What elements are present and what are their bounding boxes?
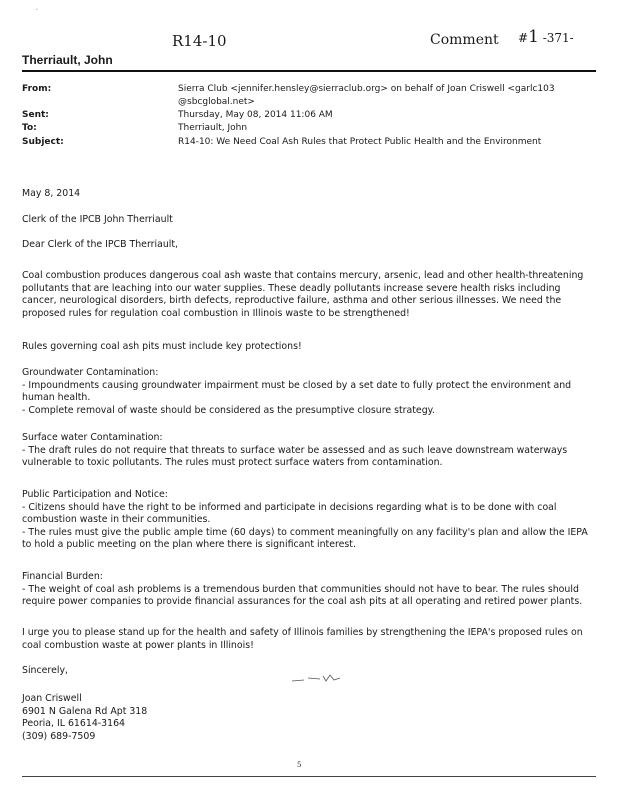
from-label: From: bbox=[22, 84, 52, 94]
section-heading: Financial Burden: bbox=[22, 571, 103, 582]
paragraph-line: Coal combustion produces dangerous coal ash waste that contains mercury, arsenic, lead and other health-threatening bbox=[22, 270, 584, 281]
signer-phone: (309) 689-7509 bbox=[22, 730, 96, 742]
signer-street: 6901 N Galena Rd Apt 318 bbox=[22, 705, 148, 717]
paragraph-line: coal combustion waste at power plants in Illinois! bbox=[22, 639, 254, 651]
paragraph-line: - The weight of coal ash problems is a tremendous burden that communities should not have to bear. The rules should bbox=[22, 583, 579, 595]
from-value-line2: @sbcglobal.net> bbox=[178, 97, 255, 107]
from-value-line1: Sierra Club <jennifer.hensley@sierraclub.org> on behalf of Joan Criswell <garlc103 bbox=[178, 84, 555, 94]
financial-burden-section bbox=[22, 571, 604, 609]
recipient-name: Therriault, John bbox=[22, 53, 113, 67]
paragraph-line: combustion waste in their communities. bbox=[22, 514, 211, 526]
section-heading: Surface water Contamination: bbox=[22, 432, 163, 443]
comment-label: Comment bbox=[430, 32, 499, 48]
paragraph-line: - Complete removal of waste should be considered as the presumptive closure strategy. bbox=[22, 404, 435, 416]
comment-number bbox=[518, 27, 574, 47]
signature-block bbox=[22, 693, 604, 743]
sent-value: Thursday, May 08, 2014 11:06 AM bbox=[178, 110, 333, 120]
rules-intro: Rules governing coal ash pits must include key protections! bbox=[22, 341, 302, 352]
subject-value: R14-10: We Need Coal Ash Rules that Protect Public Health and the Environment bbox=[178, 137, 542, 147]
header-rule bbox=[22, 70, 596, 72]
paragraph-line: - The draft rules do not require that threats to surface water be assessed and as such leave downstream waterways bbox=[22, 444, 568, 456]
signature-scrawl bbox=[290, 672, 342, 684]
signer-city: Peoria, IL 61614-3164 bbox=[22, 718, 126, 730]
comment-hash: # bbox=[518, 31, 529, 45]
surface-water-section bbox=[22, 432, 604, 470]
paragraph-line: - Citizens should have the right to be informed and participate in decisions regarding what is to be done with coal bbox=[22, 501, 557, 513]
letter-addressee: Clerk of the IPCB John Therriault bbox=[22, 214, 173, 225]
corner-mark: ‘ bbox=[36, 8, 38, 15]
section-heading: Groundwater Contamination: bbox=[22, 367, 159, 378]
signer-name: Joan Criswell bbox=[22, 693, 82, 704]
paragraph-line: - The rules must give the public ample time (60 days) to comment meaningfully on any facility's plan and allow the IEPA bbox=[22, 526, 588, 538]
public-participation-section bbox=[22, 489, 604, 552]
comment-number-value: 1 bbox=[528, 27, 539, 47]
paragraph-line: proposed rules for regulation coal combustion in Illinois waste to be strengthened! bbox=[22, 307, 410, 319]
paragraph-line: cancer, neurological disorders, birth defects, reproductive failure, asthma and other serious illnesses. We need the bbox=[22, 295, 562, 307]
closing-paragraph bbox=[22, 627, 604, 652]
paragraph-line: require power companies to provide financial assurances for the coal ash pits at all operating and retired power plants. bbox=[22, 596, 583, 608]
letter-date: May 8, 2014 bbox=[22, 188, 81, 199]
page-number: 5 bbox=[297, 761, 302, 769]
footer-rule bbox=[22, 776, 596, 777]
letter-salutation: Dear Clerk of the IPCB Therriault, bbox=[22, 239, 179, 250]
subject-label: Subject: bbox=[22, 137, 64, 147]
paragraph-line: - Impoundments causing groundwater impairment must be closed by a set date to fully protect the environment and bbox=[22, 379, 572, 391]
closing: Sincerely, bbox=[22, 665, 68, 676]
comment-suffix: -371- bbox=[542, 31, 574, 45]
docket-id: R14-10 bbox=[172, 32, 227, 50]
intro-paragraph bbox=[22, 270, 604, 320]
paragraph-line: pollutants that are leaching into our water supplies. These deadly pollutants increase severe health risks including bbox=[22, 282, 561, 294]
paragraph-line: to hold a public meeting on the plan where there is significant interest. bbox=[22, 539, 356, 551]
sent-label: Sent: bbox=[22, 110, 49, 120]
groundwater-section bbox=[22, 367, 604, 417]
to-value: Therriault, John bbox=[178, 123, 248, 133]
paragraph-line: vulnerable to toxic pollutants. The rules must protect surface waters from contamination. bbox=[22, 457, 443, 469]
section-heading: Public Participation and Notice: bbox=[22, 489, 168, 500]
paragraph-line: human health. bbox=[22, 392, 91, 404]
paragraph-line: I urge you to please stand up for the health and safety of Illinois families by strengthening the IEPA's proposed rules on bbox=[22, 627, 583, 638]
to-label: To: bbox=[22, 123, 37, 133]
